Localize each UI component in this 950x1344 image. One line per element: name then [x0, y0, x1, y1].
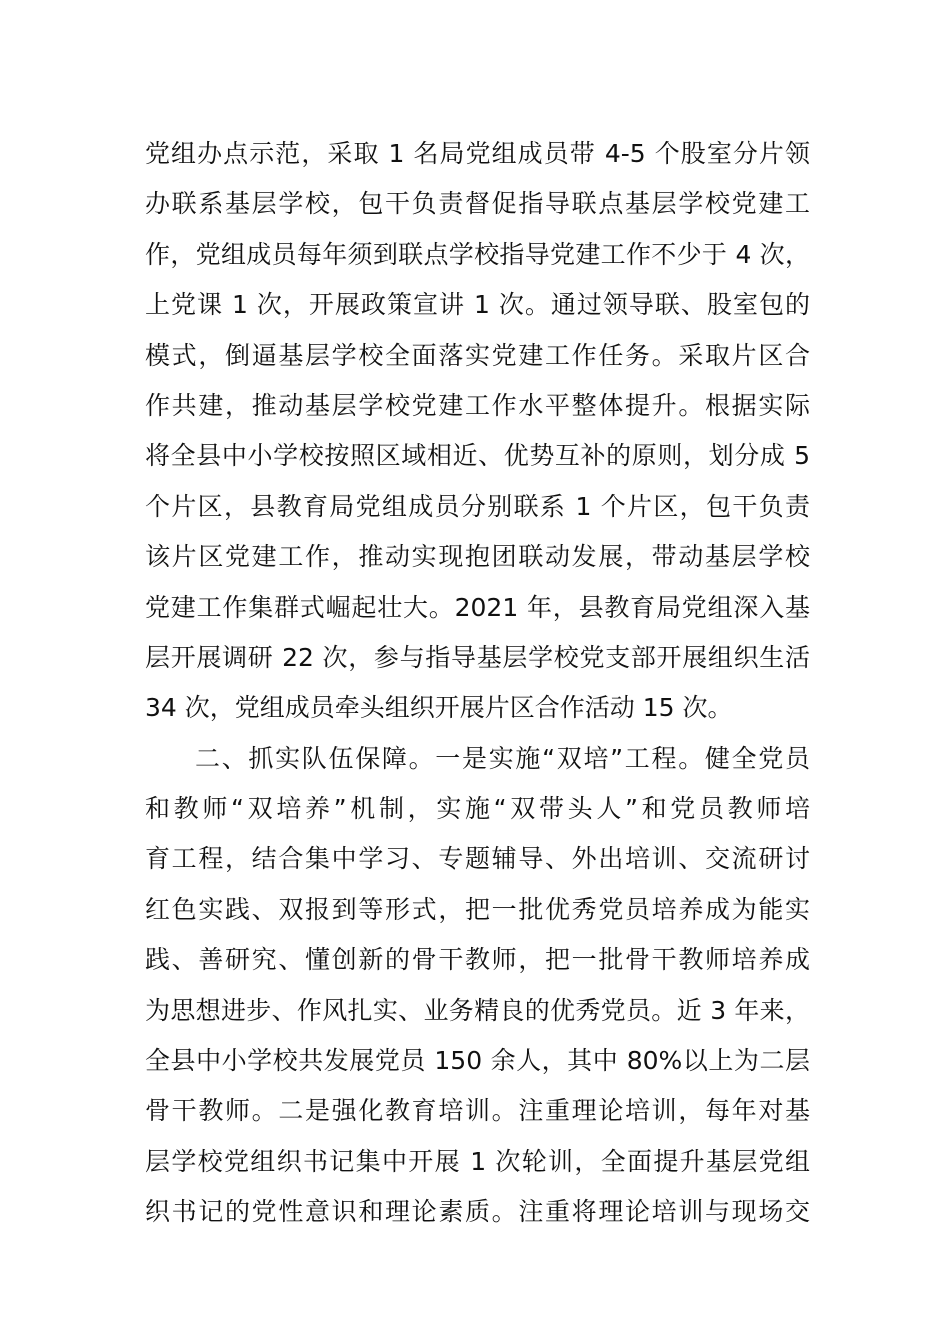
paragraph-1-line-7: 将全县中小学校按照区域相近、优势互补的原则，划分成 5: [145, 441, 810, 471]
paragraph-2-line-3: 育工程，结合集中学习、专题辅导、外出培训、交流研讨: [145, 844, 810, 874]
paragraph-1-line-6: 作共建，推动基层学校党建工作水平整体提升。根据实际: [145, 390, 810, 420]
document-body: [145, 129, 810, 1238]
paragraph-1-line-9: 该片区党建工作，推动实现抱团联动发展，带动基层学校: [145, 542, 810, 572]
paragraph-1-line-5: 模式，倒逼基层学校全面落实党建工作任务。采取片区合: [145, 340, 810, 370]
paragraph-1-line-8: 个片区，县教育局党组成员分别联系 1 个片区，包干负责: [145, 491, 810, 521]
paragraph-2-line-4: 红色实践、双报到等形式，把一批优秀党员培养成为能实: [145, 894, 810, 924]
paragraph-1-line-4: 上党课 1 次，开展政策宣讲 1 次。通过领导联、股室包的: [145, 290, 810, 320]
paragraph-1-line-11: 层开展调研 22 次，参与指导基层学校党支部开展组织生活: [145, 642, 810, 672]
paragraph-2-line-5: 践、善研究、懂创新的骨干教师，把一批骨干教师培养成: [145, 945, 810, 975]
paragraph-1-line-1: 党组办点示范，采取 1 名局党组成员带 4-5 个股室分片领: [145, 139, 810, 168]
paragraph-2-line-10: 织书记的党性意识和理论素质。注重将理论培训与现场交: [145, 1197, 810, 1227]
paragraph-1-line-10: 党建工作集群式崛起壮大。2021 年，县教育局党组深入基: [145, 592, 810, 622]
paragraph-2-line-1: 二、抓实队伍保障。一是实施“双培”工程。健全党员: [195, 743, 810, 773]
paragraph-2-line-2: 和教师“双培养”机制，实施“双带头人”和党员教师培: [145, 794, 810, 824]
paragraph-2-line-6: 为思想进步、作风扎实、业务精良的优秀党员。近 3 年来，: [145, 995, 810, 1025]
paragraph-1-line-2: 办联系基层学校，包干负责督促指导联点基层学校党建工: [145, 189, 810, 219]
paragraph-2-line-9: 层学校党组织书记集中开展 1 次轮训，全面提升基层党组: [145, 1146, 810, 1176]
paragraph-2-line-7: 全县中小学校共发展党员 150 余人，其中 80%以上为二层: [145, 1046, 810, 1076]
paragraph-1-line-12: 34 次，党组成员牵头组织开展片区合作活动 15 次。: [145, 693, 733, 723]
paragraph-2-line-8: 骨干教师。二是强化教育培训。注重理论培训，每年对基: [145, 1096, 810, 1126]
paragraph-1-line-3: 作，党组成员每年须到联点学校指导党建工作不少于 4 次，: [145, 239, 810, 269]
